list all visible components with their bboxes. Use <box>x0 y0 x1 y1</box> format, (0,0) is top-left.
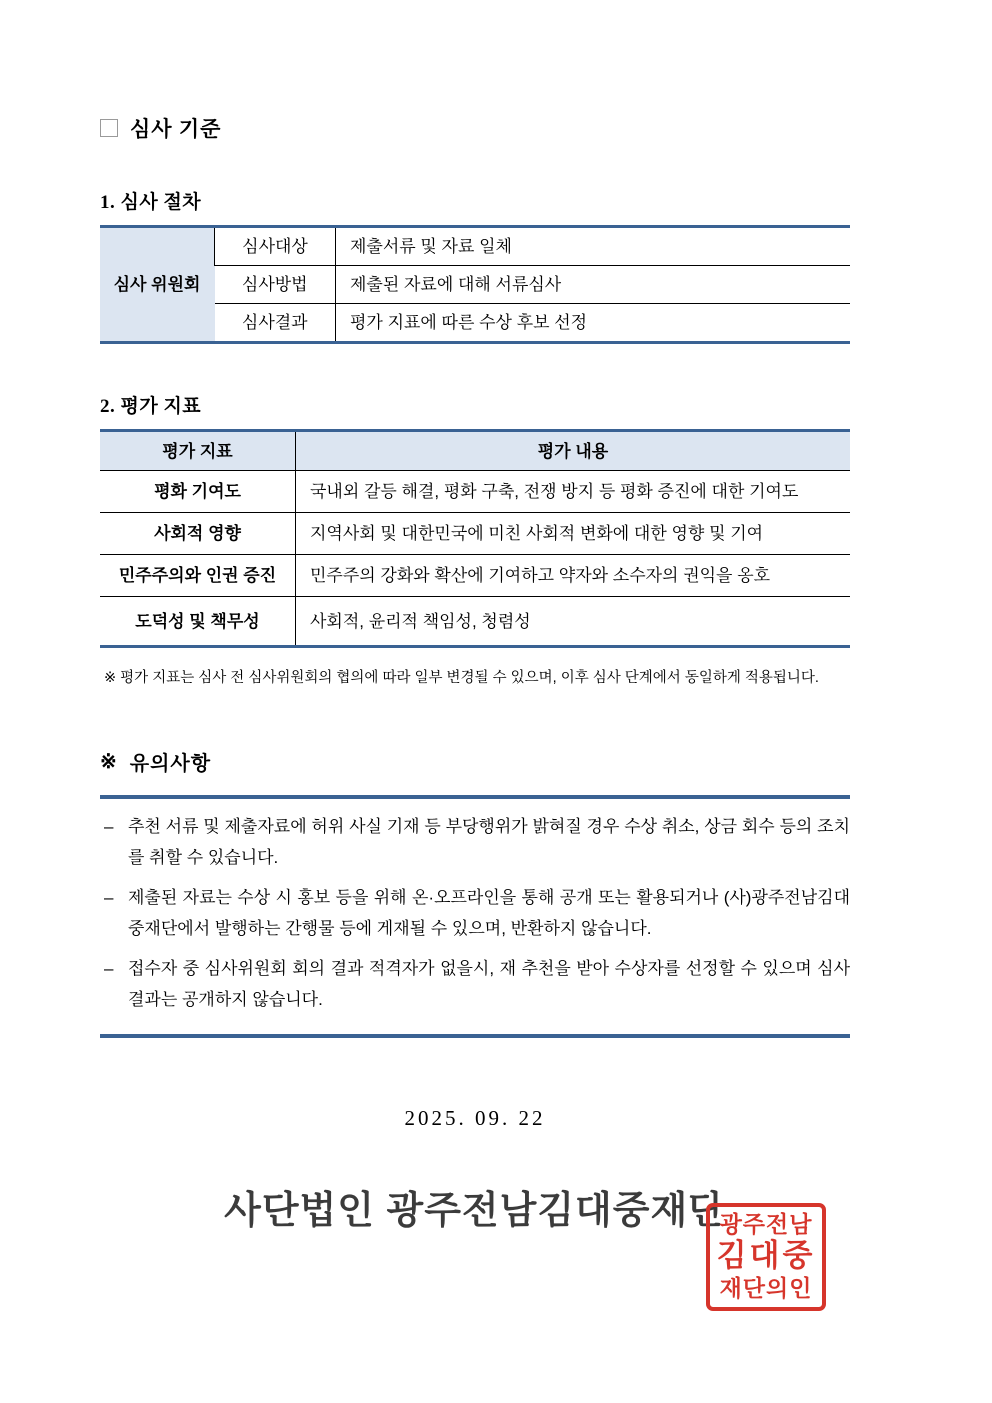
criteria-row-value: 사회적, 윤리적 책임성, 청렴성 <box>296 597 851 647</box>
divider-line <box>100 1034 850 1038</box>
notice-list <box>100 799 850 1026</box>
dash-bullet-icon: – <box>104 888 114 907</box>
section-heading-criteria: 2. 평가 지표 <box>100 396 202 417</box>
criteria-row-value: 민주주의 강화와 확산에 기여하고 약자와 소수자의 권익을 옹호 <box>296 555 851 597</box>
page-title-text: 심사 기준 <box>130 117 222 141</box>
notice-item-text: 접수자 중 심사위원회 회의 결과 적격자가 없을시, 재 추천을 받아 수상자를 선정할 수 있으며 심사 결과는 공개하지 않습니다. <box>128 959 850 1009</box>
reference-mark-icon: ※ <box>104 670 117 686</box>
dash-bullet-icon: – <box>104 959 114 978</box>
review-row-value: 제출서류 및 자료 일체 <box>336 227 851 266</box>
stamp-text-line: 재단의인 <box>719 1275 813 1301</box>
page-title <box>100 0 850 143</box>
criteria-header-indicator: 평가 지표 <box>100 431 296 471</box>
review-committee-table <box>100 225 850 344</box>
criteria-row-value: 국내외 갈등 해결, 평화 구축, 전쟁 방지 등 평화 증진에 대한 기여도 <box>296 471 851 513</box>
review-row-label: 심사방법 <box>215 266 336 304</box>
notice-heading-text: 유의사항 <box>129 753 212 775</box>
criteria-row-value: 지역사회 및 대한민국에 미친 사회적 변화에 대한 영향 및 기여 <box>296 513 851 555</box>
table-row <box>100 513 850 555</box>
table-row <box>100 227 850 266</box>
section-heading-procedure: 1. 심사 절차 <box>100 192 202 213</box>
criteria-row-label: 평화 기여도 <box>100 471 296 513</box>
dash-bullet-icon: – <box>104 817 114 836</box>
criteria-row-label: 민주주의와 인권 증진 <box>100 555 296 597</box>
table-row <box>100 555 850 597</box>
organization-name: 사단법인 광주전남김대중재단 <box>224 1190 726 1232</box>
criteria-note-text: 평가 지표는 심사 전 심사위원회의 협의에 따라 일부 변경될 수 있으며, 이후 심사 단계에서 동일하게 적용됩니다. <box>120 670 819 686</box>
foundation-seal-stamp <box>706 1203 826 1311</box>
list-item <box>104 882 850 944</box>
notice-item-text: 제출된 자료는 수상 시 홍보 등을 위해 온·오프라인을 통해 공개 또는 활용되거나 (사)광주전남김대중재단에서 발행하는 간행물 등에 게재될 수 있으며, 반환하지 않습니다. <box>128 888 850 938</box>
table-header-row <box>100 431 850 471</box>
criteria-row-label: 사회적 영향 <box>100 513 296 555</box>
checkbox-icon <box>100 119 118 137</box>
review-row-value: 평가 지표에 따른 수상 후보 선정 <box>336 304 851 343</box>
reference-mark-icon: ※ <box>100 751 118 773</box>
criteria-row-label: 도덕성 및 책무성 <box>100 597 296 647</box>
stamp-text-line: 김대중 <box>716 1238 816 1273</box>
list-item <box>104 953 850 1015</box>
document-date: 2025. 09. 22 <box>404 1106 546 1130</box>
evaluation-criteria-table <box>100 429 850 648</box>
review-row-label: 심사결과 <box>215 304 336 343</box>
table-row <box>100 471 850 513</box>
list-item <box>104 811 850 873</box>
notice-item-text: 추천 서류 및 제출자료에 허위 사실 기재 등 부당행위가 밝혀질 경우 수상 취소, 상금 회수 등의 조치를 취할 수 있습니다. <box>128 817 850 867</box>
review-row-label: 심사대상 <box>215 227 336 266</box>
stamp-text-line: 광주전남 <box>719 1211 813 1237</box>
review-group-cell: 심사 위원회 <box>100 227 215 343</box>
review-row-value: 제출된 자료에 대해 서류심사 <box>336 266 851 304</box>
section-heading-notice <box>100 747 850 776</box>
criteria-header-content: 평가 내용 <box>296 431 851 471</box>
criteria-note <box>100 665 878 691</box>
table-row <box>100 597 850 647</box>
